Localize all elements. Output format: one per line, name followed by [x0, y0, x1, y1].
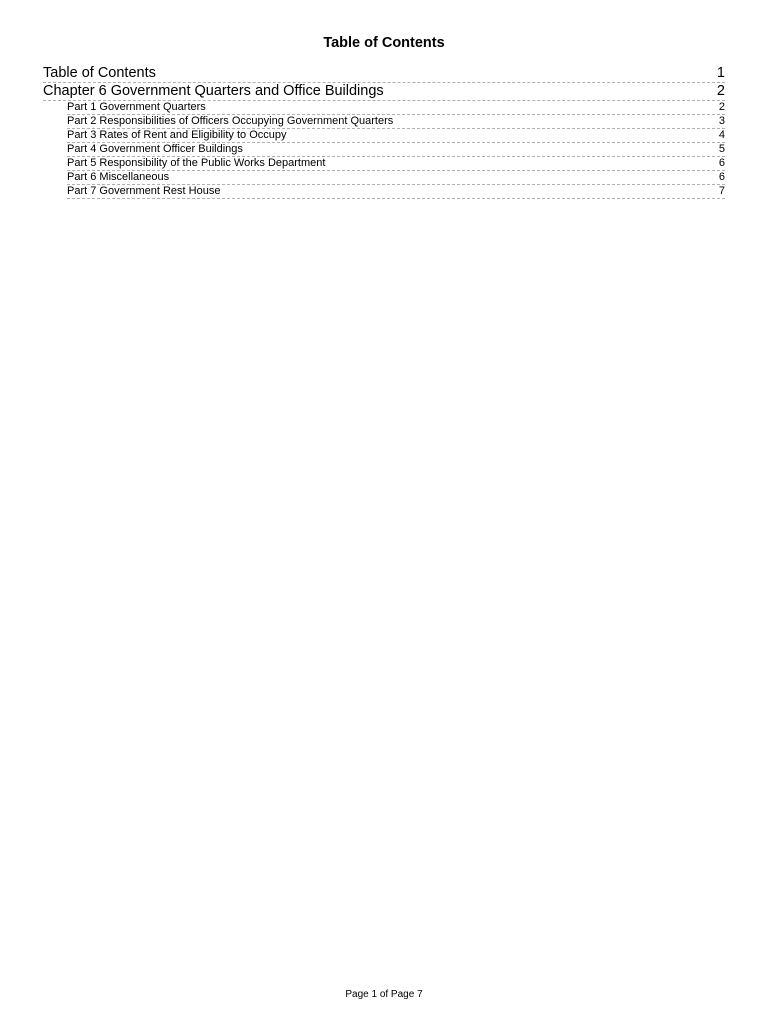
toc-entry-page-number: 1	[716, 65, 725, 81]
toc-entry-page-number: 2	[716, 83, 725, 99]
page-title: Table of Contents	[323, 35, 445, 51]
toc-entry-page-number: 4	[718, 129, 725, 141]
toc-entry-label: Part 2 Responsibilities of Officers Occupying Government Quarters	[67, 115, 394, 127]
toc-entry-page-number: 7	[718, 185, 725, 197]
toc-entry-label: Part 1 Government Quarters	[67, 101, 206, 113]
toc-entry-part-6[interactable]	[67, 171, 725, 185]
table-of-contents	[43, 65, 725, 199]
toc-entry-page-number: 6	[718, 157, 725, 169]
toc-entry-page-number: 3	[718, 115, 725, 127]
toc-entry-page-number: 6	[718, 171, 725, 183]
toc-entry-part-4[interactable]	[67, 143, 725, 157]
toc-entry-label: Table of Contents	[43, 65, 156, 81]
toc-entry-part-1[interactable]	[67, 101, 725, 115]
page-footer: Page 1 of Page 7	[345, 989, 423, 1000]
toc-entry-label: Part 4 Government Officer Buildings	[67, 143, 243, 155]
toc-entry-label: Part 7 Government Rest House	[67, 185, 221, 197]
toc-entry-table-of-contents[interactable]	[43, 65, 725, 83]
toc-entry-part-3[interactable]	[67, 129, 725, 143]
toc-entry-label: Chapter 6 Government Quarters and Office Buildings	[43, 83, 384, 99]
toc-entry-part-7[interactable]	[67, 185, 725, 199]
toc-entry-part-2[interactable]	[67, 115, 725, 129]
toc-entry-page-number: 2	[718, 101, 725, 113]
toc-entry-label: Part 6 Miscellaneous	[67, 171, 170, 183]
toc-entry-chapter-6[interactable]	[43, 83, 725, 101]
toc-entry-label: Part 3 Rates of Rent and Eligibility to Occupy	[67, 129, 287, 141]
toc-entry-part-5[interactable]	[67, 157, 725, 171]
toc-entry-label: Part 5 Responsibility of the Public Works Department	[67, 157, 326, 169]
toc-entry-page-number: 5	[718, 143, 725, 155]
